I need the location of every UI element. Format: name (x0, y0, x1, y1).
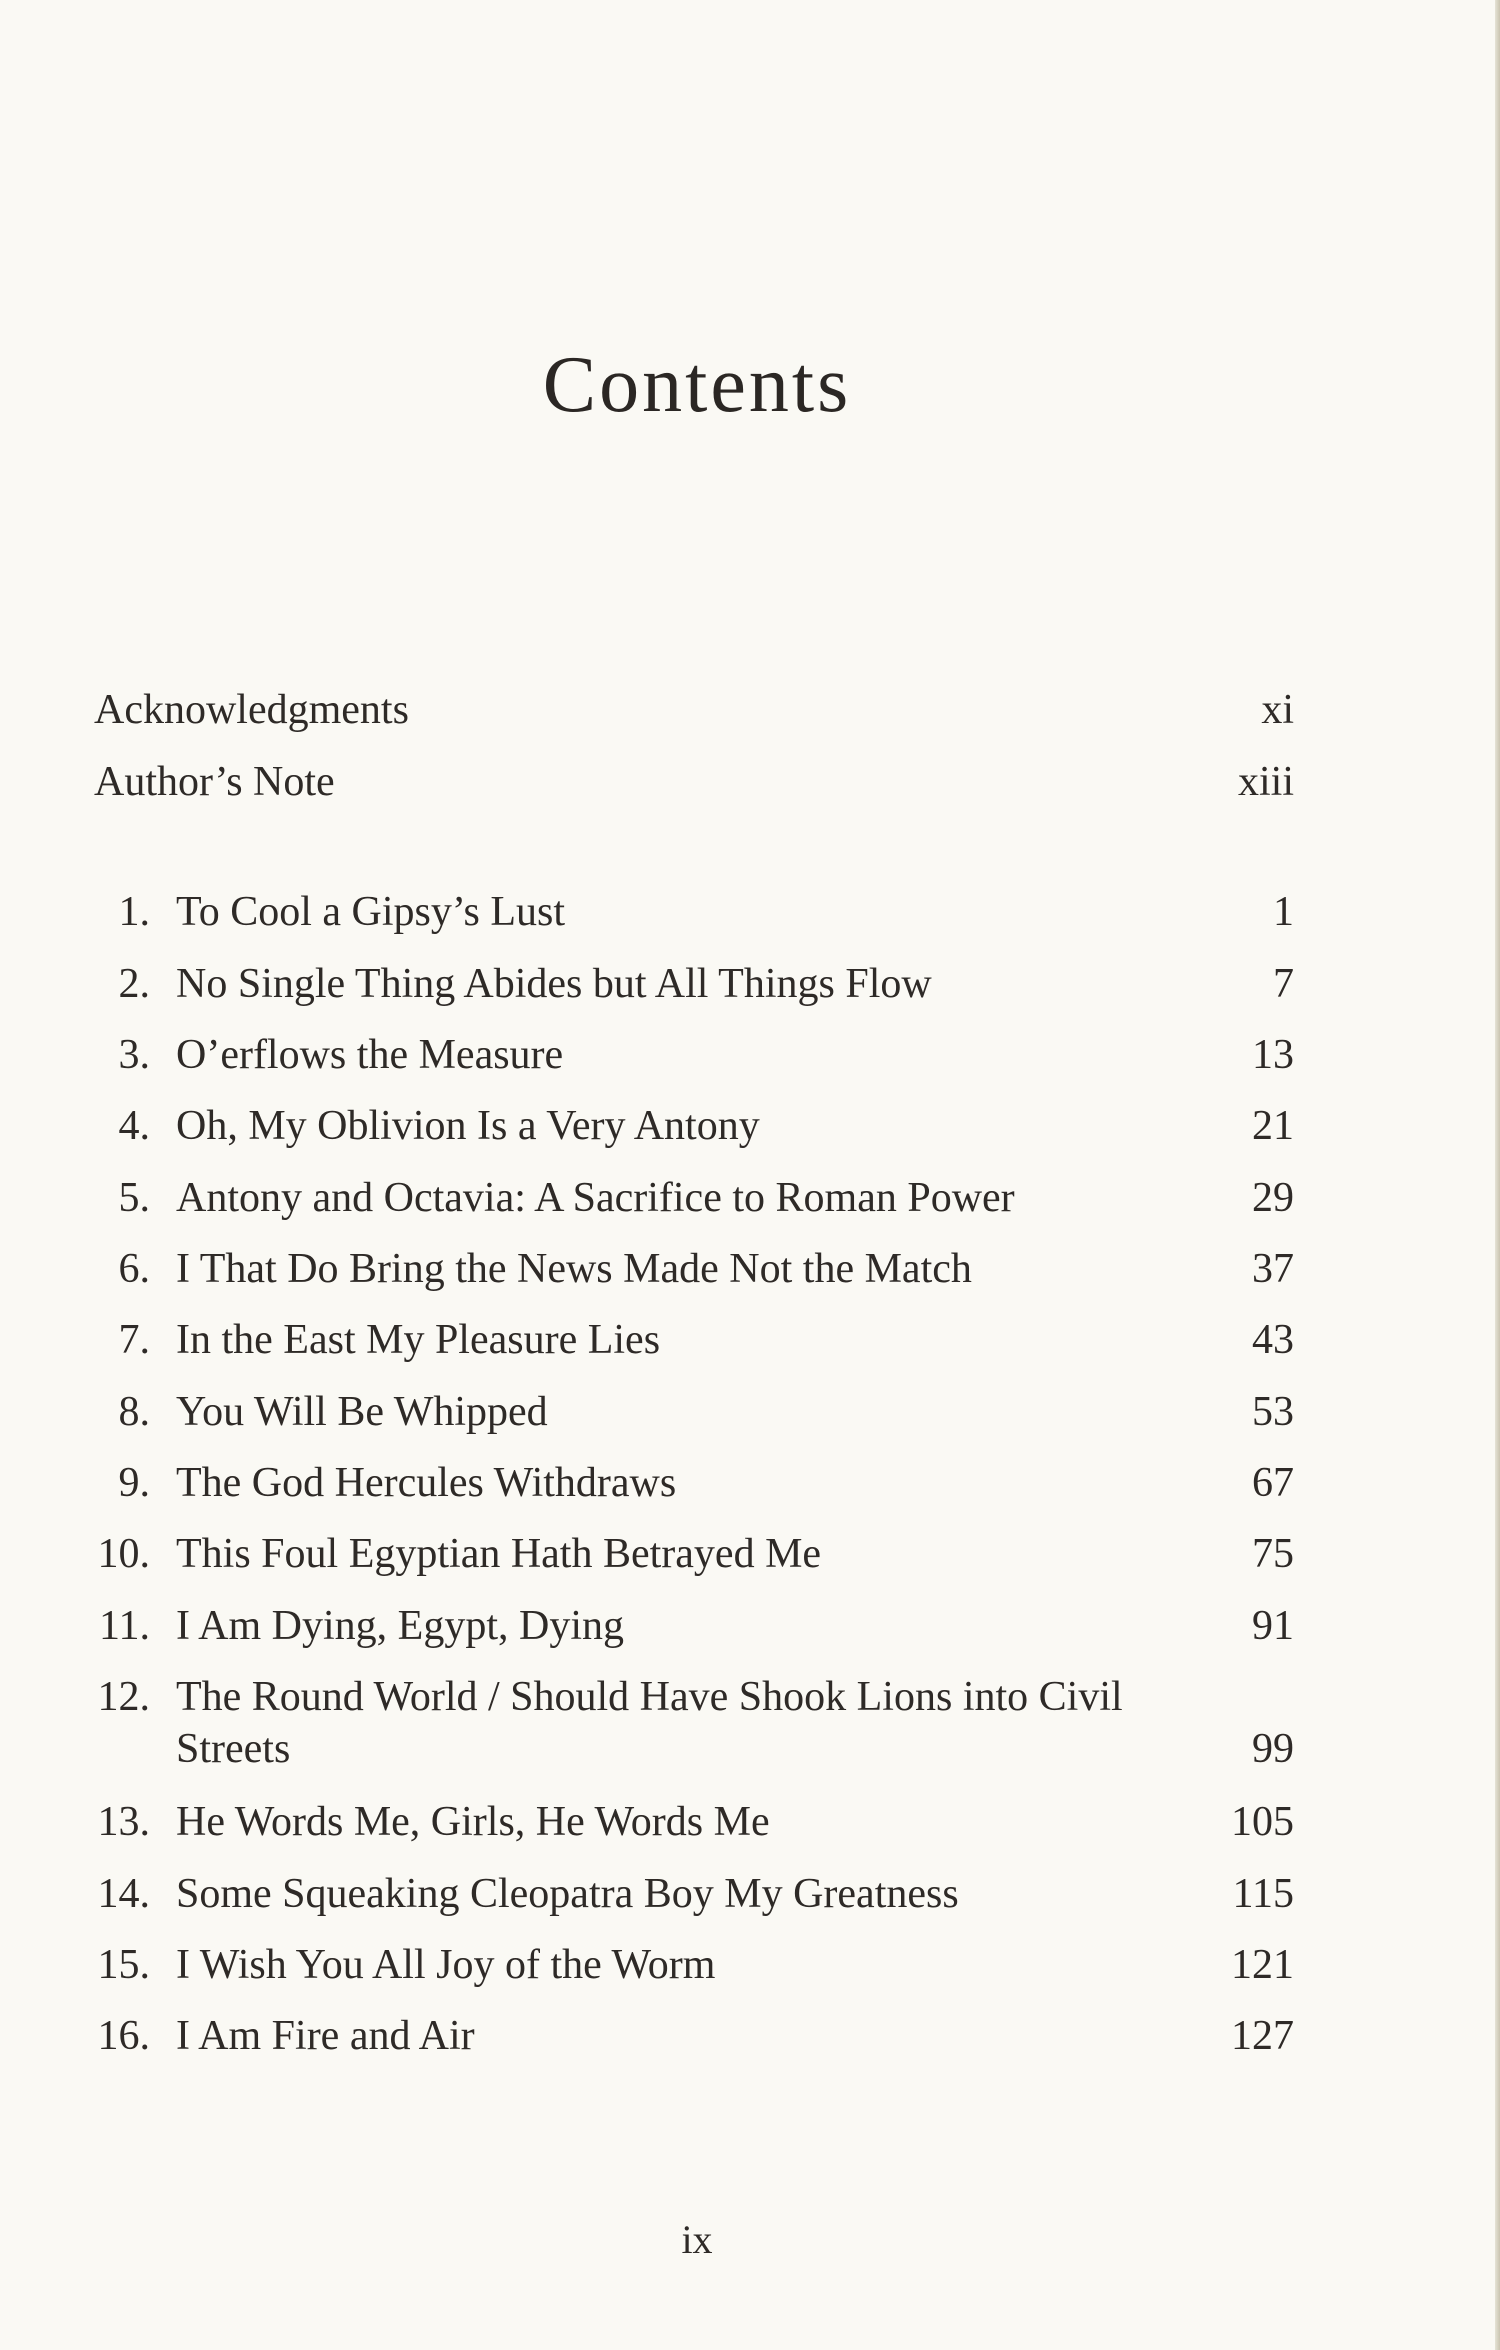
chapter-page: 21 (1252, 1103, 1294, 1149)
folio-page-number: ix (681, 2217, 713, 2262)
chapter-number: 16. (97, 2013, 150, 2059)
chapter-number: 6. (118, 1246, 150, 1292)
chapter-number: 14. (97, 1871, 150, 1917)
chapter-page: 75 (1252, 1531, 1294, 1577)
toc-chapter-4 (0, 1100, 1500, 1152)
chapter-number: 1. (118, 889, 150, 935)
chapter-number: 9. (118, 1460, 150, 1506)
chapter-title: Antony and Octavia: A Sacrifice to Roman Power (176, 1175, 1015, 1221)
chapter-page: 115 (1232, 1871, 1294, 1917)
chapter-page: 105 (1231, 1799, 1294, 1845)
chapter-number: 11. (99, 1603, 150, 1649)
chapter-page: 37 (1252, 1246, 1294, 1292)
toc-chapter-9 (0, 1457, 1500, 1509)
chapter-number: 7. (118, 1317, 150, 1363)
chapter-title: I That Do Bring the News Made Not the Match (176, 1246, 972, 1292)
toc-entry-page: xiii (1237, 759, 1294, 805)
toc-chapter-10 (0, 1528, 1500, 1580)
chapter-title: I Am Dying, Egypt, Dying (176, 1603, 624, 1649)
chapter-page: 121 (1231, 1942, 1294, 1988)
chapter-title: Oh, My Oblivion Is a Very Antony (176, 1103, 760, 1149)
chapter-title: I Am Fire and Air (176, 2013, 475, 2059)
chapter-number: 13. (97, 1799, 150, 1845)
toc-entry-authors-note (0, 756, 1500, 808)
chapter-page: 91 (1252, 1603, 1294, 1649)
chapter-title: No Single Thing Abides but All Things Flow (176, 961, 932, 1007)
page-title: Contents (542, 341, 852, 429)
chapter-number: 12. (97, 1674, 150, 1720)
chapter-page: 127 (1231, 2013, 1294, 2059)
toc-chapter-11 (0, 1600, 1500, 1652)
toc-chapter-2 (0, 958, 1500, 1010)
chapter-title: He Words Me, Girls, He Words Me (176, 1799, 770, 1845)
chapter-number: 2. (118, 961, 150, 1007)
chapter-number: 5. (118, 1175, 150, 1221)
toc-chapter-15 (0, 1939, 1500, 1991)
chapter-page: 67 (1252, 1460, 1294, 1506)
toc-chapter-3 (0, 1029, 1500, 1081)
chapter-page: 43 (1252, 1317, 1294, 1363)
chapter-number: 10. (97, 1531, 150, 1577)
chapter-title: To Cool a Gipsy’s Lust (176, 889, 566, 935)
toc-chapter-5 (0, 1172, 1500, 1224)
chapter-page: 7 (1273, 961, 1294, 1007)
chapter-page: 13 (1252, 1032, 1294, 1078)
chapter-title: You Will Be Whipped (176, 1389, 548, 1435)
toc-chapter-16 (0, 2010, 1500, 2062)
chapter-title: Some Squeaking Cleopatra Boy My Greatness (176, 1871, 959, 1917)
toc-chapter-14 (0, 1868, 1500, 1920)
chapter-number: 8. (118, 1389, 150, 1435)
toc-chapter-1 (0, 886, 1500, 938)
chapter-page: 29 (1252, 1175, 1294, 1221)
toc-chapter-8 (0, 1386, 1500, 1438)
chapter-number: 4. (118, 1103, 150, 1149)
toc-entry-title: Author’s Note (94, 759, 335, 805)
chapter-title: O’erflows the Measure (176, 1032, 564, 1078)
chapter-page: 99 (1252, 1726, 1294, 1772)
chapter-title: In the East My Pleasure Lies (176, 1317, 661, 1363)
chapter-page: 1 (1273, 889, 1294, 935)
chapter-page: 53 (1252, 1389, 1294, 1435)
toc-chapter-12 (0, 1671, 1500, 1775)
toc-entry-page: xi (1261, 687, 1294, 733)
chapter-number: 15. (97, 1942, 150, 1988)
chapter-title: This Foul Egyptian Hath Betrayed Me (176, 1531, 822, 1577)
chapter-number: 3. (118, 1032, 150, 1078)
chapter-title: The God Hercules Withdraws (176, 1460, 677, 1506)
toc-entry-title: Acknowledgments (94, 687, 409, 733)
toc-entry-acknowledgments (0, 684, 1500, 736)
toc-chapter-13 (0, 1796, 1500, 1848)
toc-chapter-6 (0, 1243, 1500, 1295)
chapter-title: The Round World / Should Have Shook Lions into Civil Streets (176, 1674, 1123, 1772)
chapter-title: I Wish You All Joy of the Worm (176, 1942, 716, 1988)
toc-chapter-7 (0, 1314, 1500, 1366)
